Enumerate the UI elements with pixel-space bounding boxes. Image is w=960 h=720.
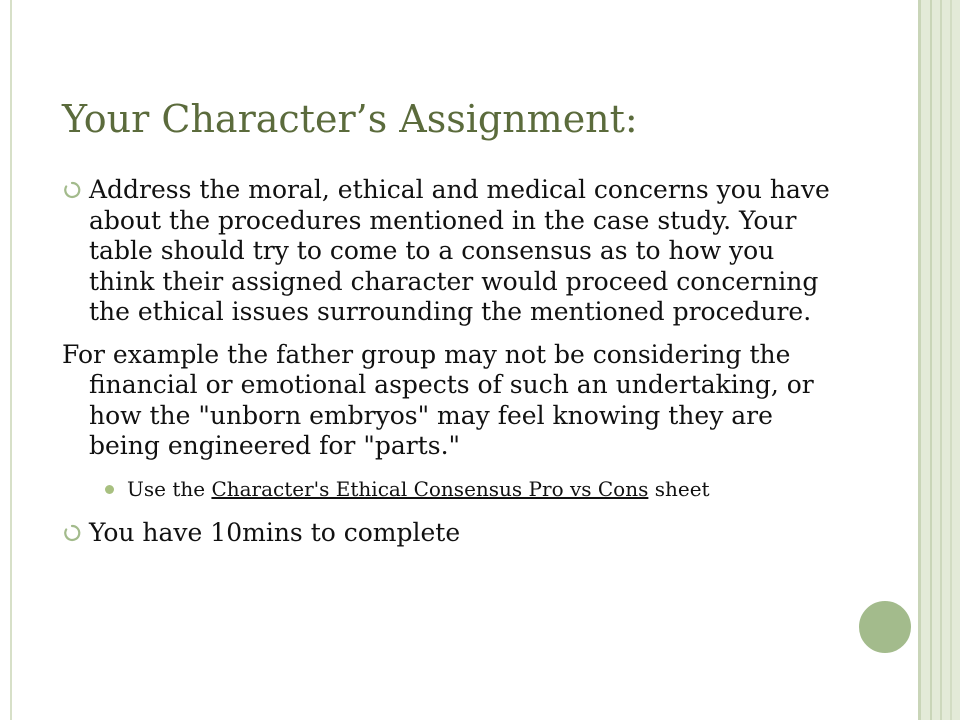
right-stripe — [918, 0, 921, 720]
bullet-text: You have 10mins to complete — [89, 517, 461, 547]
decorative-circle — [856, 598, 914, 656]
circle-bullet-icon — [62, 180, 82, 200]
example-paragraph: For example the father group may not be considering the financial or emotional aspects of such an undertaking, or how the "unborn embryos" may feel knowing they are being engineered for "parts." — [62, 339, 814, 460]
slide-body — [62, 175, 842, 548]
slide-title: Your Character’s Assignment: — [62, 97, 638, 141]
sub-bullet-prefix: Use the — [127, 476, 212, 501]
bullet-item-assignment — [62, 175, 842, 328]
right-stripe — [930, 0, 932, 720]
circle-bullet-icon — [62, 523, 82, 543]
right-decorative-panel — [918, 0, 960, 720]
right-stripe — [940, 0, 942, 720]
dot-bullet-icon — [105, 485, 114, 494]
sub-bullet-suffix: sheet — [648, 476, 710, 501]
left-border-line — [10, 0, 12, 720]
bullet-text: Address the moral, ethical and medical concerns you have about the procedures mentioned in the case study. Your table should try to come to a consensus as to how you think their assigned character would proceed concerning the ethical issues surrounding the mentioned procedure. — [89, 175, 830, 326]
sub-bullet-item — [99, 476, 842, 502]
bullet-item-time — [62, 518, 842, 549]
consensus-sheet-link[interactable]: Character's Ethical Consensus Pro vs Cons — [211, 476, 649, 501]
right-stripe — [950, 0, 952, 720]
